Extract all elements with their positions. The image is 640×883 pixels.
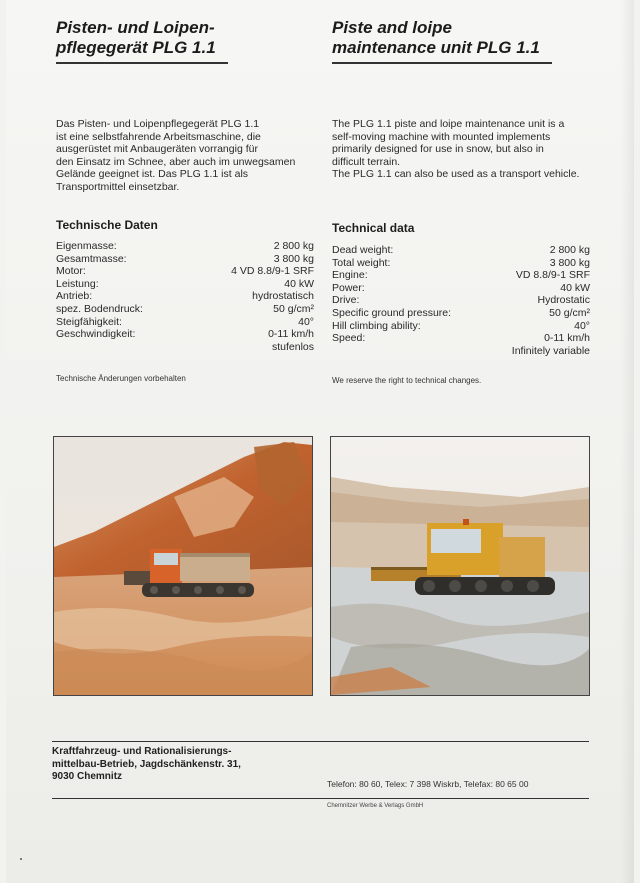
spec-row <box>56 278 314 291</box>
german-intro-line: Transportmittel einsetzbar. <box>56 180 180 193</box>
photo-yellow-vehicle-quarry <box>330 436 590 696</box>
english-note: We reserve the right to technical changes. <box>332 376 482 385</box>
english-intro-line: The PLG 1.1 can also be used as a transport vehicle. <box>332 168 580 181</box>
company-line: mittelbau-Betrieb, Jagdschänkenstr. 31, <box>52 758 241 770</box>
german-intro <box>56 118 316 194</box>
spec-value: 40 kW <box>284 277 314 290</box>
spec-value: 0-11 km/h <box>268 328 314 341</box>
spec-row <box>56 316 314 329</box>
english-intro <box>332 118 594 181</box>
english-intro-line: difficult terrain. <box>332 155 401 168</box>
spec-row <box>56 290 314 303</box>
german-intro-line: ausgerüstet mit Anbaugeräten vorrangig für <box>56 143 258 156</box>
spec-label: Specific ground pressure: <box>332 306 452 319</box>
spec-row <box>332 320 590 333</box>
spec-row <box>56 253 314 266</box>
spec-label: Motor: <box>56 265 86 278</box>
german-intro-line: ist eine selbstfahrende Arbeitsmaschine, die <box>56 130 261 143</box>
spec-row <box>332 294 590 307</box>
spec-row <box>332 282 590 295</box>
spec-label: Speed: <box>332 332 366 345</box>
page-edge-shadow <box>620 0 634 883</box>
spec-row <box>332 257 590 270</box>
company-address <box>52 746 241 784</box>
spec-value: 3 800 kg <box>549 256 590 269</box>
quarry-photo-illustration <box>54 437 312 695</box>
footer-rule-top <box>52 741 589 742</box>
paper-speck <box>20 858 22 860</box>
spec-speed-extra: stufenlos <box>271 340 314 353</box>
spec-value: 50 g/cm² <box>549 306 590 319</box>
spec-label: Leistung: <box>56 277 99 290</box>
spec-row <box>56 240 314 253</box>
spec-label: Hill climbing ability: <box>332 319 421 332</box>
spec-label: Power: <box>332 281 365 294</box>
spec-row <box>332 307 590 320</box>
spec-label: Drive: <box>332 294 360 307</box>
spec-value: 50 g/cm² <box>273 302 314 315</box>
spec-value: 2 800 kg <box>273 240 314 252</box>
german-specs-heading: Technische Daten <box>56 218 158 232</box>
spec-value: 0-11 km/h <box>544 332 590 345</box>
english-title-line1: Piste and loipe <box>332 18 452 37</box>
spec-value: 4 VD 8.8/9-1 SRF <box>231 265 314 278</box>
german-intro-line: den Einsatz im Schnee, aber auch im unwegsamen <box>56 155 296 168</box>
spec-value: 2 800 kg <box>549 244 590 256</box>
spec-row <box>332 332 590 345</box>
company-line: 9030 Chemnitz <box>52 771 123 782</box>
spec-row <box>56 328 314 341</box>
english-title-line2: maintenance unit PLG 1.1 <box>332 38 540 57</box>
spec-value: Hydrostatic <box>537 294 590 307</box>
quarry-photo-illustration <box>331 437 589 695</box>
contact-info: Telefon: 80 60, Telex: 7 398 Wiskrb, Telefax: 80 65 00 <box>327 779 529 789</box>
spec-value: VD 8.8/9-1 SRF <box>515 269 590 282</box>
spec-value: 3 800 kg <box>273 252 314 265</box>
spec-label: Dead weight: <box>332 244 394 256</box>
spec-value: 40° <box>298 315 314 328</box>
footer-rule-bottom <box>52 798 589 799</box>
german-title-line2: pflegegerät PLG 1.1 <box>56 38 216 57</box>
spec-label: Eigenmasse: <box>56 240 117 252</box>
english-specs-heading: Technical data <box>332 221 415 235</box>
english-intro-line: The PLG 1.1 piste and loipe maintenance unit is a <box>332 118 565 130</box>
english-intro-line: primarily designed for use in snow, but also in <box>332 143 544 156</box>
english-intro-line: self-moving machine with mounted implements <box>332 130 551 143</box>
spec-label: Engine: <box>332 269 368 282</box>
spec-row <box>332 244 590 257</box>
spec-row <box>56 303 314 316</box>
spec-label: spez. Bodendruck: <box>56 302 143 315</box>
spec-value: 40 kW <box>560 281 590 294</box>
spec-label: Steigfähigkeit: <box>56 315 122 328</box>
spec-speed-extra: Infinitely variable <box>511 344 590 357</box>
spec-row <box>56 265 314 278</box>
german-note: Technische Änderungen vorbehalten <box>56 374 186 383</box>
german-title <box>56 18 216 58</box>
german-title-line1: Pisten- und Loipen- <box>56 18 215 37</box>
german-specs-table <box>56 240 314 353</box>
spec-value: hydrostatisch <box>252 290 314 303</box>
spec-row <box>332 269 590 282</box>
spec-label: Geschwindigkeit: <box>56 328 136 341</box>
spec-label: Antrieb: <box>56 290 93 303</box>
spec-value: 40° <box>574 319 590 332</box>
spec-label: Total weight: <box>332 256 391 269</box>
printer-credit: Chemnitzer Werbe & Verlags GmbH <box>327 803 424 809</box>
german-intro-line: Das Pisten- und Loipenpflegegerät PLG 1.1 <box>56 118 260 130</box>
german-intro-line: Gelände geeignet ist. Das PLG 1.1 ist als <box>56 168 249 181</box>
english-title-rule <box>332 62 552 64</box>
english-title <box>332 18 540 58</box>
german-title-rule <box>56 62 228 64</box>
company-line: Kraftfahrzeug- und Rationalisierungs- <box>52 746 232 757</box>
english-specs-table <box>332 244 590 357</box>
photo-orange-vehicle-quarry <box>53 436 313 696</box>
spec-label: Gesamtmasse: <box>56 252 127 265</box>
